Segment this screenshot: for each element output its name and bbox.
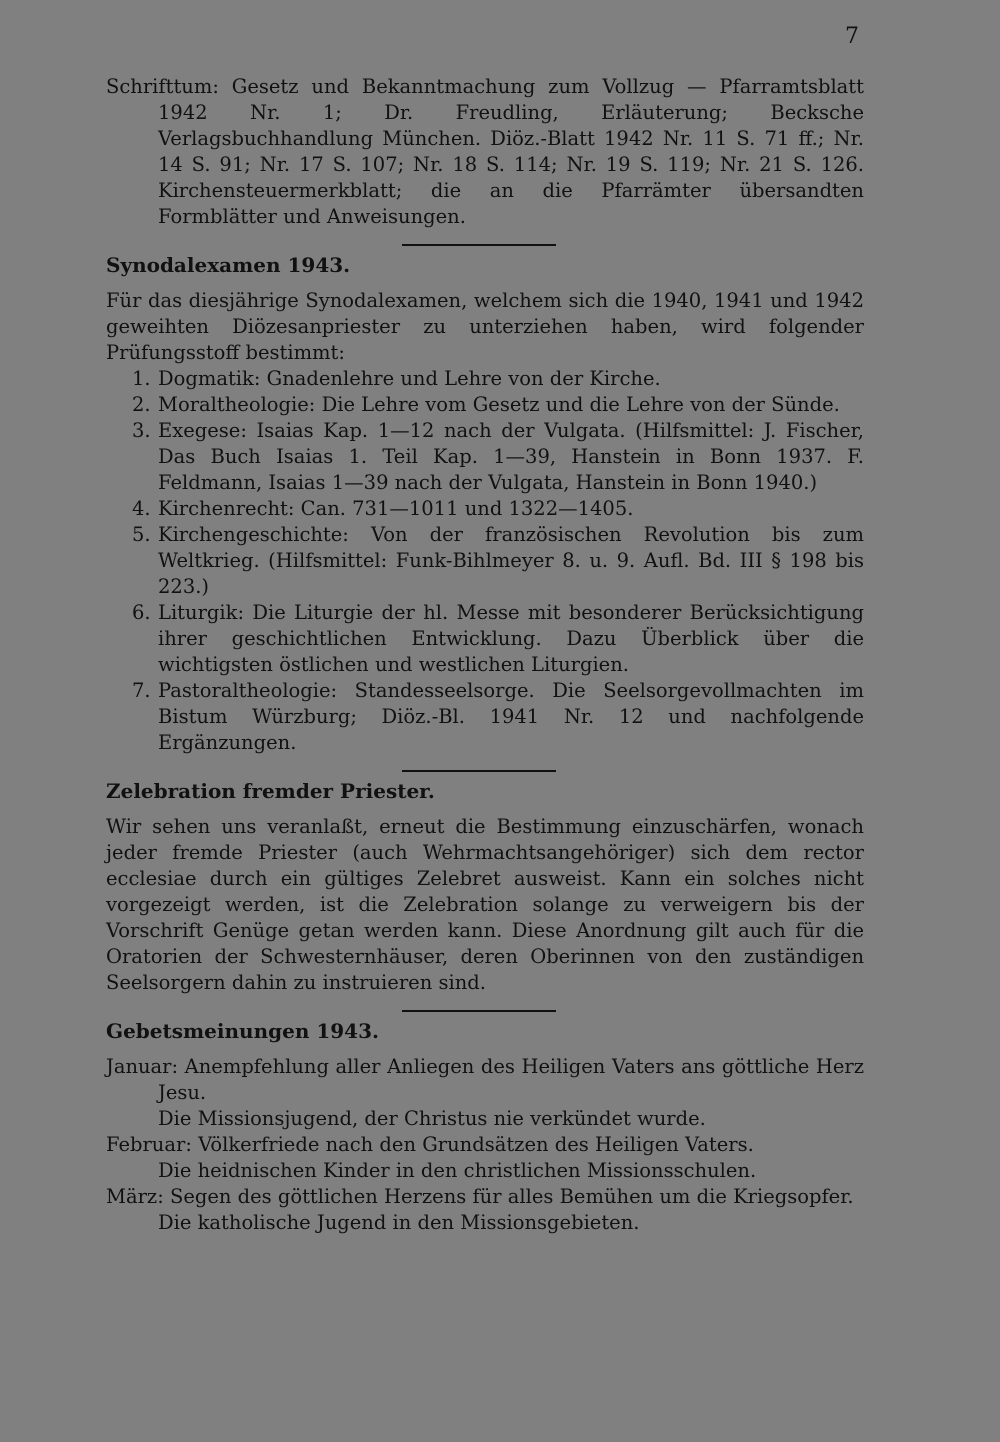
zelebration-heading: Zelebration fremder Priester.	[106, 779, 435, 803]
topic-text: Kirchenrecht: Can. 731—1011 und 1322—1405.	[158, 497, 634, 520]
exam-topic-item	[106, 522, 864, 600]
exam-topic-item	[106, 366, 864, 392]
topic-text: Pastoraltheologie: Standesseelsorge. Die Seelsorgevollmachten im Bistum Würzburg; Diöz.-Bl. 1941 Nr. 12 und nachfolgende Ergänzungen.	[158, 679, 864, 754]
topic-number: 2.	[132, 393, 151, 416]
topic-text: Exegese: Isaias Kap. 1—12 nach der Vulgata. (Hilfsmittel: J. Fischer, Das Buch Isaias 1. Teil Kap. 1—39, Hanstein in Bonn 1937. F. Feldmann, Isaias 1—39 nach der Vulgata, Hanstein in Bonn 1940.)	[158, 419, 864, 494]
topic-number: 6.	[132, 601, 151, 624]
month-entry: Januar: Anempfehlung aller Anliegen des Heiligen Vaters ans göttliche Herz Jesu.	[106, 1055, 864, 1104]
topic-text: Liturgik: Die Liturgie der hl. Messe mit besonderer Berücksichtigung ihrer geschichtlichen Entwicklung. Dazu Überblick über die wichtigsten östlichen und westlichen Liturgien.	[158, 601, 864, 676]
topic-text: Kirchengeschichte: Von der französischen Revolution bis zum Weltkrieg. (Hilfsmittel: Funk-Bihlmeyer 8. u. 9. Aufl. Bd. III § 198 bis 223.)	[158, 523, 864, 598]
topic-text: Dogmatik: Gnadenlehre und Lehre von der Kirche.	[158, 367, 661, 390]
month-mission-intention: Die Missionsjugend, der Christus nie verkündet wurde.	[158, 1107, 706, 1130]
exam-topic-item	[106, 418, 864, 496]
month-entry: Februar: Völkerfriede nach den Grundsätzen des Heiligen Vaters.	[106, 1133, 754, 1156]
synodal-heading: Synodalexamen 1943.	[106, 253, 351, 277]
topic-number: 1.	[132, 367, 151, 390]
section-divider	[402, 1010, 556, 1012]
topic-number: 7.	[132, 679, 151, 702]
section-divider	[402, 770, 556, 772]
month-mission-intention: Die heidnischen Kinder in den christlichen Missionsschulen.	[158, 1159, 757, 1182]
month-entry: März: Segen des göttlichen Herzens für alles Bemühen um die Kriegsopfer.	[106, 1185, 854, 1208]
topic-number: 4.	[132, 497, 151, 520]
month-mission-intention: Die katholische Jugend in den Missionsgebieten.	[158, 1211, 640, 1234]
topic-number: 5.	[132, 523, 151, 546]
exam-topic-item	[106, 392, 864, 418]
exam-topics-list	[106, 366, 864, 756]
exam-topic-item	[106, 600, 864, 678]
exam-topic-item	[106, 678, 864, 756]
synodal-intro: Für das diesjährige Synodalexamen, welchem sich die 1940, 1941 und 1942 geweihten Diözesanpriester zu unterziehen haben, wird folgender Prüfungsstoff bestimmt:	[106, 289, 864, 364]
gebet-heading: Gebetsmeinungen 1943.	[106, 1019, 379, 1043]
topic-text: Moraltheologie: Die Lehre vom Gesetz und die Lehre von der Sünde.	[158, 393, 840, 416]
page-body	[106, 74, 864, 1236]
schrifttum-paragraph: Schrifttum: Gesetz und Bekanntmachung zum Vollzug — Pfarramtsblatt 1942 Nr. 1; Dr. Freudling, Erläuterung; Becksche Verlagsbuchhandlung München. Diöz.-Blatt 1942 Nr. 11 S. 71 ff.; Nr. 14 S. 91; Nr. 17 S. 107; Nr. 18 S. 114; Nr. 19 S. 119; Nr. 21 S. 126. Kirchensteuermerkblatt; die an die Pfarrämter übersandten Formblätter und Anweisungen.	[106, 75, 864, 228]
exam-topic-item	[106, 496, 864, 522]
zelebration-paragraph: Wir sehen uns veranlaßt, erneut die Bestimmung einzuschärfen, wonach jeder fremde Priester (auch Wehrmachtsangehöriger) sich dem rector ecclesiae durch ein gültiges Zelebret ausweist. Kann ein solches nicht vorgezeigt werden, ist die Zelebration solange zu verweigern bis der Vorschrift Genüge getan werden kann. Diese Anordnung gilt auch für die Oratorien der Schwesternhäuser, deren Oberinnen von den zuständigen Seelsorgern dahin zu instruieren sind.	[106, 815, 864, 994]
topic-number: 3.	[132, 419, 151, 442]
section-divider	[402, 244, 556, 246]
page-number: 7	[845, 24, 859, 49]
